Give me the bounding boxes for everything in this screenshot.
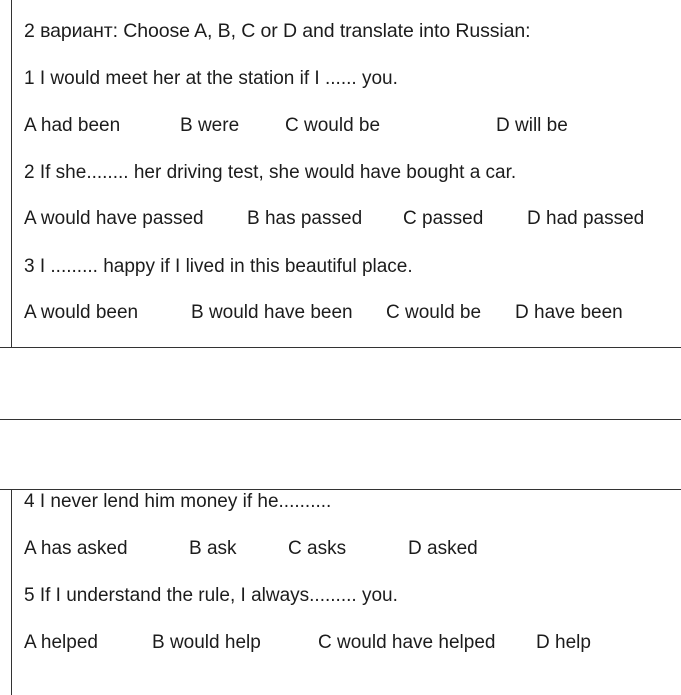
question-4-option-a: A has asked [24,538,128,559]
bottom-section-top-border [0,489,681,490]
question-1-prompt: 1 I would meet her at the station if I ...... you. [24,68,398,89]
question-3-option-c: C would be [386,302,482,323]
question-2-option-d: D had passed [527,208,645,229]
question-1-option-c: C would be [285,115,381,136]
empty-row-divider [0,419,681,420]
question-2-prompt: 2 If she........ her driving test, she would have bought a car. [24,162,517,183]
question-4-option-d: D asked [408,538,478,559]
question-5-option-a: A helped [24,632,98,653]
question-2-option-a: A would have passed [24,208,204,229]
question-4-prompt: 4 I never lend him money if he.......... [24,491,332,512]
left-border-top [11,0,12,348]
question-1-option-d: D will be [496,115,568,136]
question-2-option-c: C passed [403,208,484,229]
question-3-prompt: 3 I ......... happy if I lived in this beautiful place. [24,256,413,277]
left-border-bottom [11,489,12,695]
question-3-option-d: D have been [515,302,623,323]
question-2-option-b: B has passed [247,208,363,229]
question-3-option-b: B would have been [191,302,353,323]
question-1-option-a: A had been [24,115,121,136]
question-3-option-a: A would been [24,302,139,323]
worksheet-title: 2 вариант: Choose A, B, C or D and translate into Russian: [24,20,531,42]
question-1-option-b: B were [180,115,240,136]
top-section-bottom-border [0,347,681,348]
question-5-option-b: B would help [152,632,261,653]
question-4-option-b: B ask [189,538,237,559]
question-5-option-c: C would have helped [318,632,496,653]
question-4-option-c: C asks [288,538,347,559]
question-5-prompt: 5 If I understand the rule, I always......... you. [24,585,398,606]
question-5-option-d: D help [536,632,591,653]
